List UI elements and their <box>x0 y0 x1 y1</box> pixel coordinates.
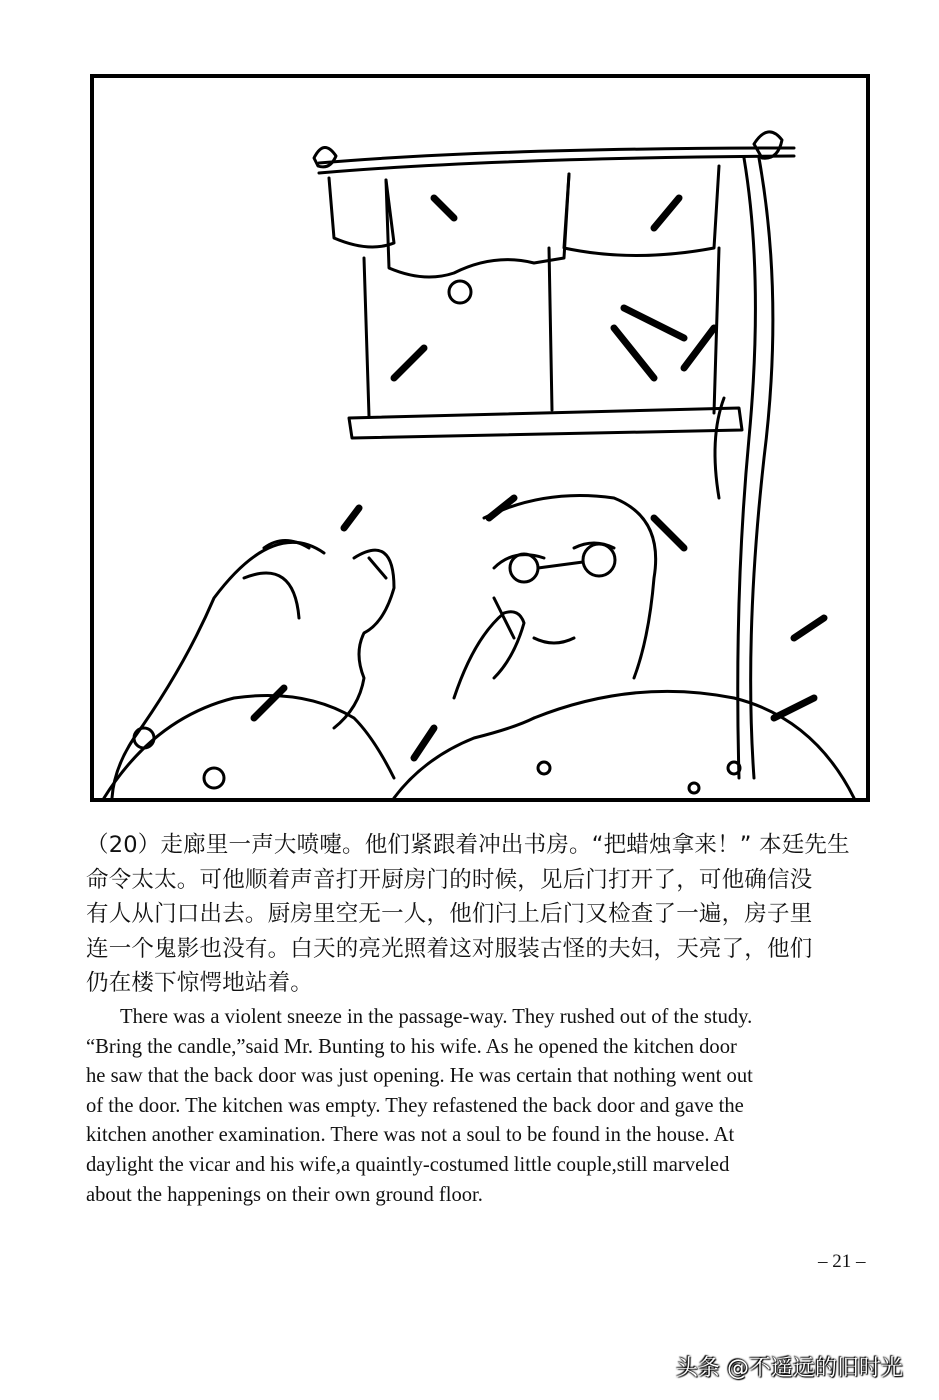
chinese-line: 命令太太。可他顺着声音打开厨房门的时候，见后门打开了，可他确信没 <box>86 866 813 893</box>
chinese-line: （20）走廊里一声大喷嚏。他们紧跟着冲出书房。“把蜡烛拿来！” 本廷先生 <box>86 832 850 858</box>
english-line: “Bring the candle,”said Mr. Bunting to his wife. As he opened the kitchen door <box>86 1035 737 1058</box>
english-line: he saw that the back door was just opening. He was certain that nothing went out <box>86 1065 753 1088</box>
window-curtain-couple-illustration-icon <box>94 78 866 798</box>
english-line: There was a violent sneeze in the passage-way. They rushed out of the study. <box>120 1006 753 1028</box>
illustration-frame <box>90 74 870 802</box>
english-line: daylight the vicar and his wife,a quaintly-costumed little couple,still marveled <box>86 1153 730 1176</box>
english-line: of the door. The kitchen was empty. They refastened the back door and gave the <box>86 1094 744 1117</box>
chinese-paragraph <box>86 828 878 1001</box>
page-number: – 21 – <box>818 1251 866 1272</box>
chinese-line: 连一个鬼影也没有。白天的亮光照着这对服装古怪的夫妇，天亮了，他们 <box>86 935 813 962</box>
chinese-line: 仍在楼下惊愕地站着。 <box>86 970 314 996</box>
chinese-line: 有人从门口出去。厨房里空无一人，他们闩上后门又检查了一遍，房子里 <box>86 901 813 927</box>
english-line: kitchen another examination. There was not a soul to be found in the house. At <box>86 1124 735 1147</box>
english-line: about the happenings on their own ground floor. <box>86 1183 483 1206</box>
watermark: 头条 @不遥远的旧时光 <box>676 1356 903 1381</box>
english-paragraph <box>86 1003 881 1210</box>
